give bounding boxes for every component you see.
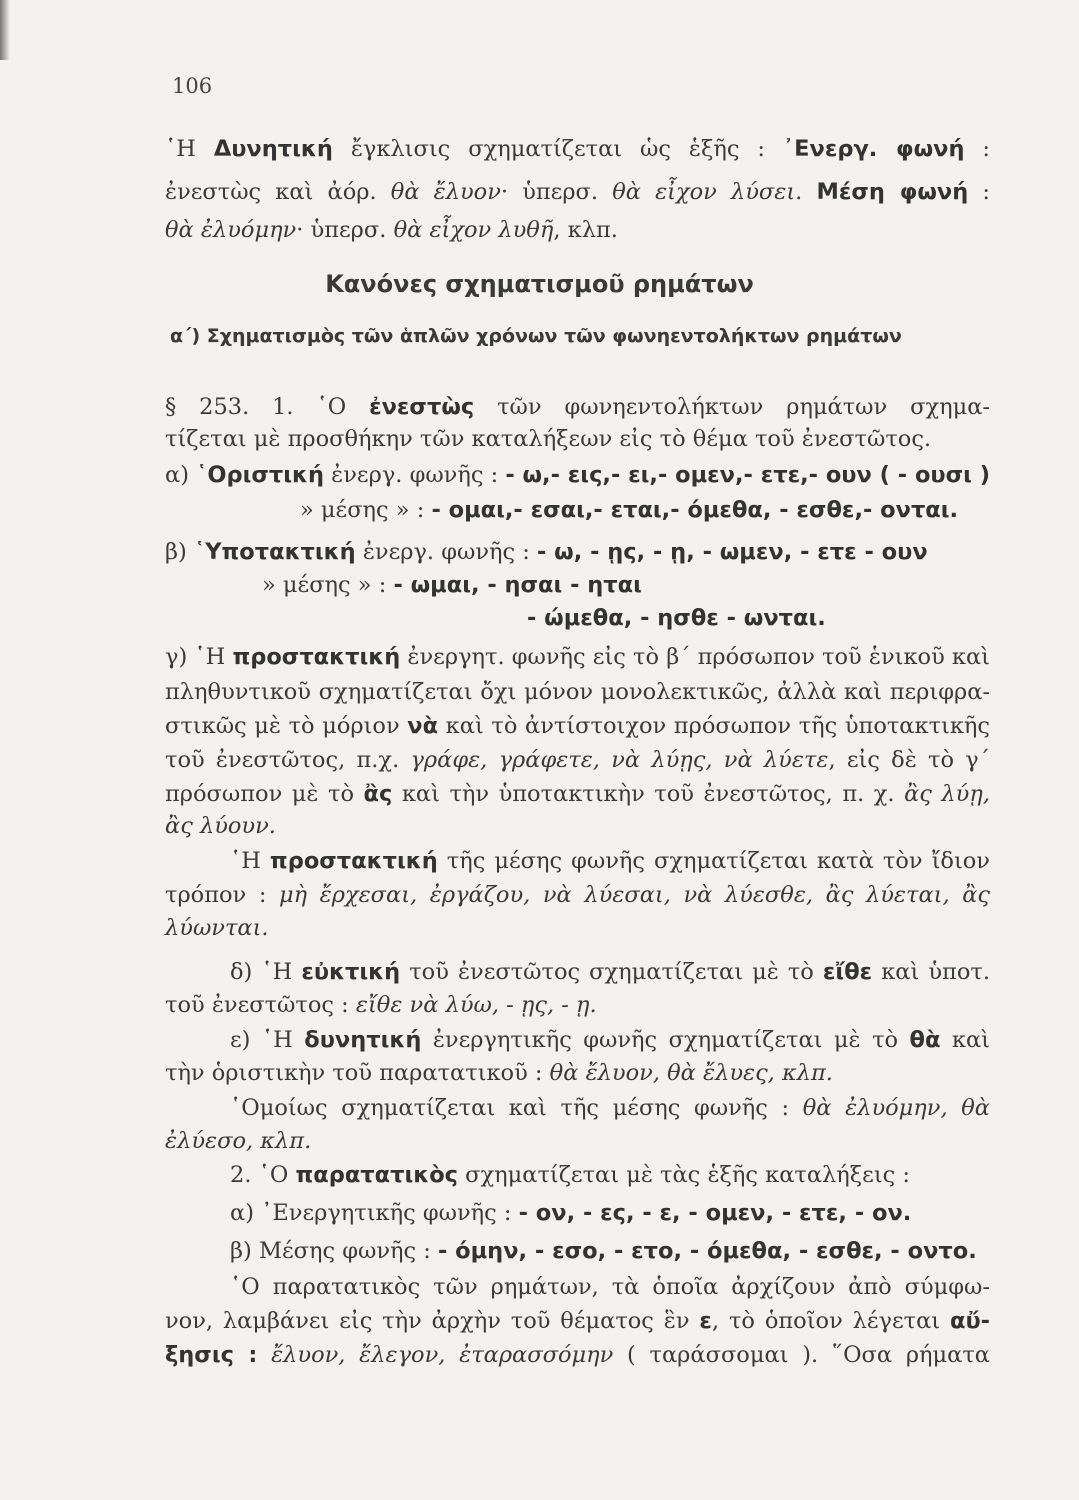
augment-line-1: ῾Ο παρατατικὸς τῶν ρημάτων, τὰ ὁποῖα ἀρχίζουν ἀπὸ σύμφω- [230, 1274, 990, 1300]
optative-line-2: τοῦ ἐνεστῶτος : εἴθε νὰ λύω, - ῃς, - ῃ. [165, 992, 597, 1018]
conditional-line-2: τὴν ὁριστικὴν τοῦ παρατατικοῦ : θὰ ἔλυον, θὰ ἔλυες, κλπ. [165, 1060, 833, 1086]
conditional-line-1: ε) ῾Η δυνητική ἐνεργητικῆς φωνῆς σχηματίζεται μὲ τὸ θὰ καὶ [230, 1027, 990, 1053]
subjunctive-active: β) ῾Υποτακτική ἐνεργ. φωνῆς : - ω, - ῃς, - ῃ, - ωμεν, - ετε - ουν [165, 539, 928, 565]
imperative-line-2: πληθυντικοῦ σχηματίζεται ὄχι μόνον μονολεκτικῶς, ἀλλὰ καὶ περιφρα- [165, 679, 990, 705]
imperative-line-3: στικῶς μὲ τὸ μόριον νὰ καὶ τὸ ἀντίστοιχον πρόσωπον τῆς ὑποτακτικῆς [165, 713, 990, 739]
imperfect-line-1: 2. ῾Ο παρατατικὸς σχηματίζεται μὲ τὰς ἑξῆς καταλήξεις : [230, 1162, 910, 1188]
imperative-line-1: γ) ῾Η προστακτική ἐνεργητ. φωνῆς εἰς τὸ β΄ πρόσωπον τοῦ ἑνικοῦ καὶ [165, 644, 990, 670]
intro-line-1: ῾Η Δυνητική ἔγκλισις σχηματίζεται ὡς ἑξῆς : ᾿Ενεργ. φωνή : [165, 136, 990, 162]
middle-conditional-line-2: ἐλύεσο, κλπ. [165, 1128, 312, 1154]
middle-conditional-line-1: ῾Ομοίως σχηματίζεται καὶ τῆς μέσης φωνῆς : θὰ ἐλυόμην, θὰ [230, 1095, 990, 1121]
para-253-line-1: § 253. 1. ῾Ο ἐνεστὼς τῶν φωνηεντολήκτων ρημάτων σχημα- [165, 394, 990, 420]
middle-imperative-line-1: ῾Η προστακτική τῆς μέσης φωνῆς σχηματίζεται κατὰ τὸν ἴδιον [230, 848, 990, 874]
imperfect-active-endings: α) ᾿Ενεργητικῆς φωνῆς : - ον, - ες, - ε, - ομεν, - ετε, - ον. [230, 1200, 912, 1226]
augment-line-2: νον, λαμβάνει εἰς τὴν ἀρχὴν τοῦ θέματος ἓν ε, τὸ ὁποῖον λέγεται αὔ- [165, 1308, 990, 1334]
indicative-active: α) ῾Οριστική ἐνεργ. φωνῆς : - ω,- εις,- ει,- ομεν,- ετε,- ουν ( - ουσι ) [165, 462, 991, 488]
page-number: 106 [172, 74, 213, 98]
imperfect-middle-endings: β) Μέσης φωνῆς : - όμην, - εσο, - ετο, - όμεθα, - εσθε, - οντο. [230, 1238, 977, 1264]
page-edge-shadow [0, 0, 10, 60]
subjunctive-middle-plural: - ώμεθα, - ησθε - ωνται. [527, 605, 826, 631]
optative-line-1: δ) ῾Η εὐκτική τοῦ ἐνεστῶτος σχηματίζεται μὲ τὸ εἴθε καὶ ὑποτ. [230, 959, 990, 985]
subjunctive-middle: » μέσης » : - ωμαι, - ησαι - ηται [262, 572, 642, 598]
section-subheading: α΄) Σχηματισμὸς τῶν ἁπλῶν χρόνων τῶν φωνηεντολήκτων ρημάτων [170, 325, 902, 347]
imperative-line-6: ἂς λύουν. [165, 813, 276, 839]
middle-imperative-line-2: τρόπον : μὴ ἔρχεσαι, ἐργάζου, νὰ λύεσαι, νὰ λύεσθε, ἂς λύεται, ἂς [165, 882, 991, 908]
para-253-line-2: τίζεται μὲ προσθήκην τῶν καταλήξεων εἰς τὸ θέμα τοῦ ἐνεστῶτος. [165, 426, 932, 452]
indicative-middle: » μέσης » : - ομαι,- εσαι,- εται,- όμεθα, - εσθε,- ονται. [300, 497, 959, 523]
section-heading: Κανόνες σχηματισμοῦ ρημάτων [325, 270, 754, 298]
middle-imperative-line-3: λύωνται. [165, 915, 269, 941]
augment-line-3: ξησις : ἔλυον, ἔλεγον, ἐταρασσόμην ( ταράσσομαι ). ῞Οσα ρήματα [165, 1342, 990, 1368]
intro-line-3: θὰ ἐλυόμην· ὑπερσ. θὰ εἶχον λυθῆ, κλπ. [165, 217, 618, 243]
imperative-line-5: πρόσωπον μὲ τὸ ἂς καὶ τὴν ὑποτακτικὴν τοῦ ἐνεστῶτος, π. χ. ἂς λύῃ, [165, 781, 990, 807]
imperative-line-4: τοῦ ἐνεστῶτος, π.χ. γράφε, γράφετε, νὰ λύῃς, νὰ λύετε, εἰς δὲ τὸ γ΄ [165, 747, 991, 773]
intro-line-2: ἐνεστὼς καὶ ἀόρ. θὰ ἔλυον· ὑπερσ. θὰ εἶχον λύσει. Μέση φωνή : [165, 179, 990, 205]
